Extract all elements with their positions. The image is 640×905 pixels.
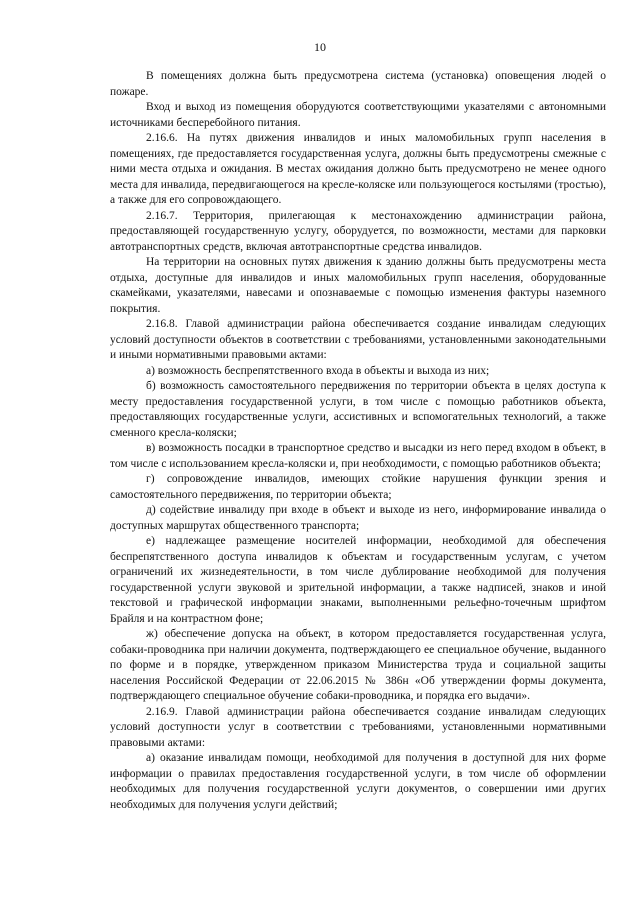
paragraph: 2.16.6. На путях движения инвалидов и иных маломобильных групп населения в помещениях, где предоставляется государственная услуга, должны быть предусмотрены смежные с ними места отдыха и ожидания. В местах ожидания должно быть предусмотрено не менее одного места для инвалида, передвигающегося на кресле-коляске или пользующегося костылями (тростью), а также для его сопровождающего.	[110, 132, 606, 206]
paragraph: 2.16.8. Главой администрации района обеспечивается создание инвалидам следующих условий доступности объектов в соответствии с требованиями, установленными законодательными и иными нормативными правовыми актами:	[110, 318, 606, 361]
paragraph: а) возможность беспрепятственного входа в объекты и выхода из них;	[146, 364, 490, 377]
paragraph: Вход и выход из помещения оборудуются соответствующими указателями с автономными источниками бесперебойного питания.	[110, 101, 606, 129]
paragraph: ж) обеспечение допуска на объект, в котором предоставляется государственная услуга, собаки-проводника при наличии документа, подтверждающего ее специальное обучение, выданного по форме и в порядке, утвержденном приказом Министерства труда и социальной защиты населения Российской Федерации от 22.06.2015 № 386н «Об утверждении формы документа, подтверждающего специальное обучение собаки-проводника, и порядка его выдачи».	[110, 628, 606, 702]
paragraph: г) сопровождение инвалидов, имеющих стойкие нарушения функции зрения и самостоятельного передвижения, по территории объекта;	[110, 473, 606, 501]
paragraph: 2.16.7. Территория, прилегающая к местонахождению администрации района, предоставляющей государственную услугу, оборудуется, по возможности, местами для парковки автотранспортных средств, включая автотранспортные средства инвалидов.	[110, 209, 606, 253]
paragraph: На территории на основных путях движения к зданию должны быть предусмотрены места отдыха, доступные для инвалидов и иных маломобильных групп населения, оборудованные скамейками, указателями, навесами и опознаваемые с помощью изменения фактуры наземного покрытия.	[110, 256, 606, 315]
paragraph: е) надлежащее размещение носителей информации, необходимой для обеспечения беспрепятственного доступа инвалидов к объектам и государственным услугам, с учетом ограничений их жизнедеятельности, в том числе дублирование необходимой для получения государственной услуги звуковой и зрительной информации, а также надписей, знаков и иной текстовой и графической информации знаками, выполненными рельефно-точечным шрифтом Брайля и на контрастном фоне;	[110, 535, 606, 625]
paragraph: 2.16.9. Главой администрации района обеспечивается создание инвалидам следующих условий доступности услуг в соответствии с требованиями, установленными нормативными правовыми актами:	[110, 705, 606, 749]
paragraph: д) содействие инвалиду при входе в объект и выходе из него, информирование инвалида о доступных маршрутах общественного транспорта;	[110, 504, 606, 532]
paragraph: а) оказание инвалидам помощи, необходимой для получения в доступной для них форме информации о правилах предоставления государственной услуги, в том числе об оформлении необходимых для получения государственной услуги документов, о совершении ими других необходимых для получения услуги действий;	[110, 752, 606, 811]
document-body	[110, 69, 606, 813]
paragraph: б) возможность самостоятельного передвижения по территории объекта в целях доступа к месту предоставления государственной услуги, в том числе с помощью работников объекта, предоставляющих государственные услуги, ассистивных и вспомогательных технологий, а также сменного кресла-коляски;	[110, 380, 606, 439]
paragraph: В помещениях должна быть предусмотрена система (установка) оповещения людей о пожаре.	[110, 70, 606, 98]
paragraph: в) возможность посадки в транспортное средство и высадки из него перед входом в объект, в том числе с использованием кресла-коляски и, при необходимости, с помощью работников объекта;	[110, 442, 606, 470]
page-number: 10	[314, 40, 326, 54]
